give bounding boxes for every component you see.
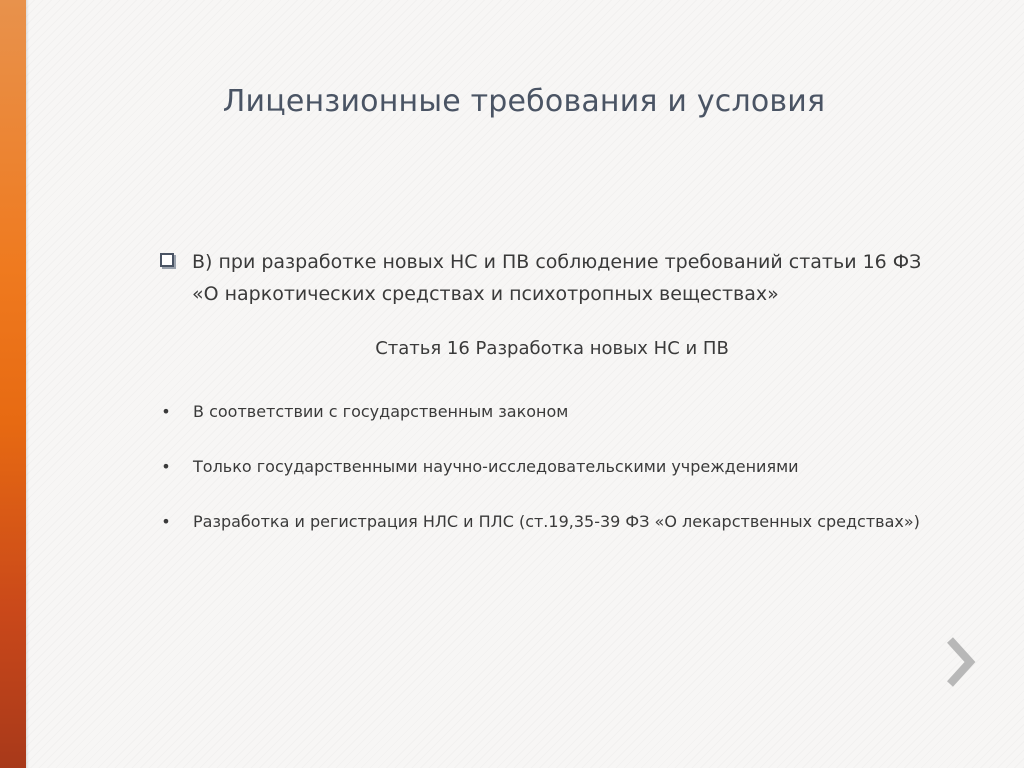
slide-title: Лицензионные требования и условия xyxy=(222,84,826,119)
bullet-dot: • xyxy=(161,457,171,476)
bullet-dot: • xyxy=(161,402,171,421)
bullet-item xyxy=(160,453,945,481)
bullet-item-text: Разработка и регистрация НЛС и ПЛС (ст.19,35-39 ФЗ «О лекарственных средствах») xyxy=(193,512,920,531)
bullet-item xyxy=(160,508,945,536)
main-list-item xyxy=(160,246,950,310)
bullet-dot: • xyxy=(161,512,171,531)
chevron-right-icon[interactable] xyxy=(940,632,980,692)
article-subheading: Статья 16 Разработка новых НС и ПВ xyxy=(375,338,729,359)
bullet-item-text: В соответствии с государственным законом xyxy=(193,402,569,421)
bullet-item-text: Только государственными научно-исследовательскими учреждениями xyxy=(193,457,799,476)
checkbox-square-icon xyxy=(160,253,174,267)
main-list-item-text: В) при разработке новых НС и ПВ соблюдение требований статьи 16 ФЗ «О наркотических средствах и психотропных веществах» xyxy=(192,251,922,305)
bullet-item xyxy=(160,398,945,426)
